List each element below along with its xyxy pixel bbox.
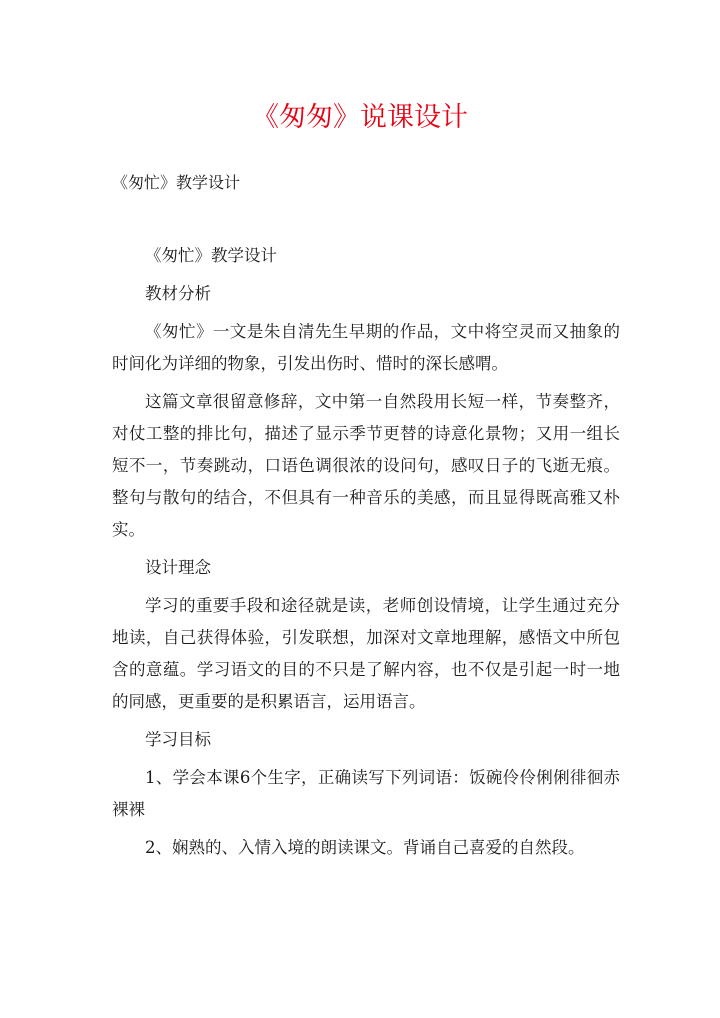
paragraph: 学习的重要手段和途径就是读，老师创设情境，让学生通过充分地读，自己获得体验，引发联想，加深对文章地理解，感悟文中所包含的意蕴。学习语文的目的不只是了解内容，也不仅是引起一时一地的同感，更重要的是积累语言，运用语言。 [112,596,620,711]
document-title: 《匆匆》说课设计 [252,102,468,133]
document-subtitle: 《匆忙》教学设计 [112,173,241,192]
section-heading: 设计理念 [145,558,211,577]
document-body [112,240,620,870]
list-item: 2、娴熟的、入情入境的朗读课文。背诵自己喜爱的自然段。 [145,838,585,857]
paragraph: 这篇文章很留意修辞，文中第一自然段用长短一样，节奏整齐，对仗工整的排比句，描述了显示季节更替的诗意化景物；又用一组长短不一，节奏跳动，口语色调很浓的设问句，感叹日子的飞逝无痕。整句与散句的结合，不但具有一种音乐的美感，而且显得既高雅又朴实。 [112,392,620,539]
list-item: 1、学会本课6个生字，正确读写下列词语：饭碗伶伶俐俐徘徊赤裸裸 [112,768,620,819]
paragraph: 《匆忙》一文是朱自清先生早期的作品，文中将空灵而又抽象的时间化为详细的物象，引发出伤时、惜时的深长感喟。 [112,322,620,373]
paragraph: 《匆忙》教学设计 [145,246,277,265]
section-heading: 教材分析 [145,284,211,303]
section-heading: 学习目标 [145,730,211,749]
